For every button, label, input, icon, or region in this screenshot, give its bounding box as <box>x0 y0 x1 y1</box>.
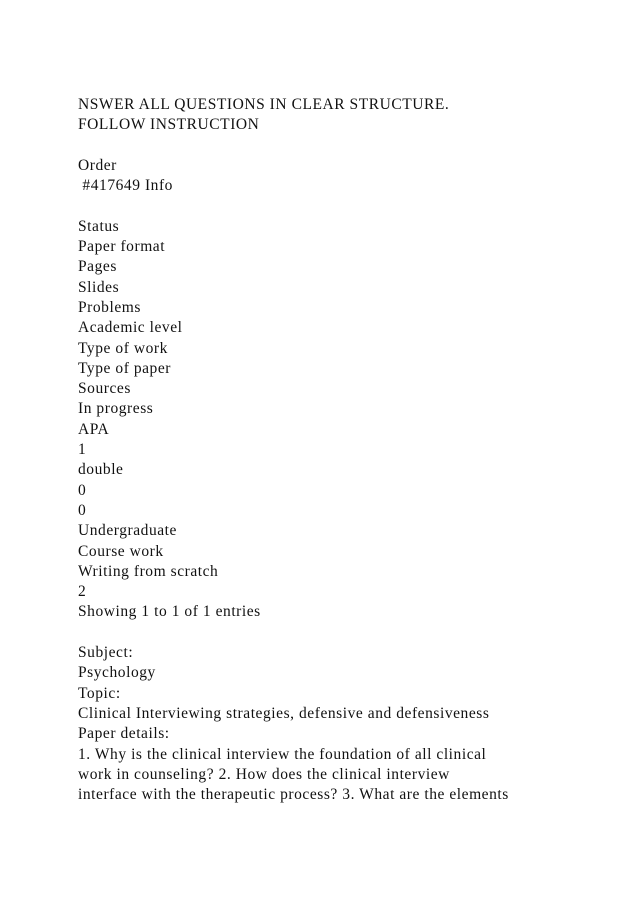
field-label-paper-format: Paper format <box>78 238 166 256</box>
field-label-status: Status <box>78 217 120 235</box>
instruction-heading-line-1: NSWER ALL QUESTIONS IN CLEAR STRUCTURE. <box>78 96 450 113</box>
field-value-type-of-work: Course work <box>78 542 164 560</box>
instruction-heading-line-2: FOLLOW INSTRUCTION <box>78 116 260 134</box>
field-label-sources: Sources <box>78 380 131 398</box>
field-value-slides: 0 <box>78 481 87 499</box>
subject-label: Subject: <box>78 644 134 662</box>
field-value-academic-level: Undergraduate <box>78 522 177 540</box>
field-value-pages: 1 <box>78 441 87 459</box>
field-label-problems: Problems <box>78 298 141 316</box>
field-value-paper-format: APA <box>78 420 110 438</box>
paper-details-label: Paper details: <box>78 725 170 743</box>
field-label-pages: Pages <box>78 258 117 276</box>
entries-summary: Showing 1 to 1 of 1 entries <box>78 603 261 621</box>
topic-value: Clinical Interviewing strategies, defensive and defensiveness <box>78 704 490 722</box>
subject-value: Psychology <box>78 664 156 682</box>
spacer <box>78 623 618 643</box>
spacer <box>78 196 618 216</box>
field-value-problems: 0 <box>78 501 87 519</box>
order-info: #417649 Info <box>78 177 173 195</box>
field-label-type-of-paper: Type of paper <box>78 359 171 377</box>
field-value-spacing: double <box>78 461 124 479</box>
spacer <box>78 136 618 156</box>
field-label-academic-level: Academic level <box>78 319 183 337</box>
topic-label: Topic: <box>78 684 121 702</box>
paper-details-line-3: interface with the therapeutic process? 3. What are the elements <box>78 786 509 804</box>
order-label: Order <box>78 156 117 174</box>
field-label-type-of-work: Type of work <box>78 339 168 357</box>
field-label-slides: Slides <box>78 278 120 296</box>
field-value-type-of-paper: Writing from scratch <box>78 562 219 580</box>
field-value-status: In progress <box>78 400 154 418</box>
paper-details-line-2: work in counseling? 2. How does the clinical interview <box>78 765 450 783</box>
document-body <box>78 95 618 805</box>
field-value-sources: 2 <box>78 583 87 601</box>
paper-details-line-1: 1. Why is the clinical interview the foundation of all clinical <box>78 745 487 763</box>
